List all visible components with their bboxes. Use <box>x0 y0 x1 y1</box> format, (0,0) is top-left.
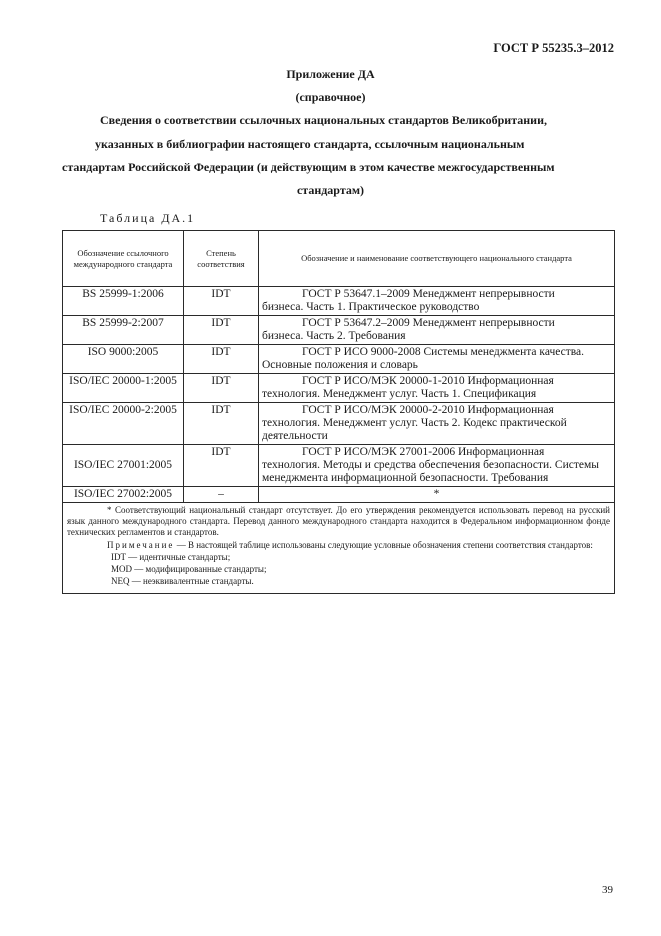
degree-cell: IDT <box>184 316 259 345</box>
table-row <box>63 403 615 445</box>
reference-cell: BS 25999-1:2006 <box>63 287 184 316</box>
table-row <box>63 316 615 345</box>
note-text: — В настоящей таблице использованы следующие условные обозначения степени соответствия стандартов: <box>174 540 593 550</box>
national-title-first: ГОСТ Р 53647.2–2009 Менеджмент непрерывности <box>302 317 555 329</box>
abbreviation-neq: NEQ — неэквивалентные стандарты. <box>111 576 254 586</box>
abbreviation-idt: IDT — идентичные стандарты; <box>111 552 231 562</box>
national-cell <box>259 316 615 345</box>
table-header-row <box>63 231 615 287</box>
reference-cell: BS 25999-2:2007 <box>63 316 184 345</box>
table-row <box>63 374 615 403</box>
national-title-first: * <box>433 488 440 500</box>
degree-cell: IDT <box>184 445 259 487</box>
page-number: 39 <box>602 884 613 896</box>
abbreviation-mod: MOD — модифицированные стандарты; <box>111 564 267 574</box>
national-title-rest: технология. Методы и средства обеспечения безопасности. Системы менеджмента информационной безопасности. Требования <box>262 459 599 484</box>
national-title-first: ГОСТ Р ИСО/МЭК 20000-1-2010 Информационная <box>302 375 554 387</box>
national-title-rest: бизнеса. Часть 1. Практическое руководство <box>262 301 480 313</box>
appendix-title: Приложение ДА <box>286 67 375 81</box>
note-paragraph <box>67 540 610 551</box>
reference-cell: ISO 9000:2005 <box>63 345 184 374</box>
table-row <box>63 487 615 503</box>
header-degree: Степень соответствия <box>184 231 259 287</box>
reference-cell: ISO/IEC 20000-2:2005 <box>63 403 184 445</box>
document-code: ГОСТ Р 55235.3–2012 <box>493 41 614 55</box>
national-title-first: ГОСТ Р ИСО/МЭК 27001-2006 Информационная <box>302 446 545 458</box>
national-cell <box>259 445 615 487</box>
appendix-heading-line-3: стандартам Российской Федерации (и действующим в этом качестве межгосударственным <box>62 160 555 174</box>
national-title-rest: технология. Менеджмент услуг. Часть 2. Кодекс практической деятельности <box>262 417 567 442</box>
table-caption: Таблица ДА.1 <box>100 211 196 225</box>
header-national-standard: Обозначение и наименование соответствующего национального стандарта <box>259 231 615 287</box>
national-cell <box>259 403 615 445</box>
national-title-rest: бизнеса. Часть 2. Требования <box>262 330 406 342</box>
appendix-heading-line-1: Сведения о соответствии ссылочных национальных стандартов Великобритании, <box>100 113 547 127</box>
table-row <box>63 345 615 374</box>
national-cell <box>259 287 615 316</box>
national-title-first: ГОСТ Р ИСО 9000-2008 Системы менеджмента качества. <box>302 346 585 358</box>
national-cell <box>259 374 615 403</box>
footnote-text: * Соответствующий национальный стандарт отсутствует. До его утверждения рекомендуется использовать перевод на русский язык данного международного стандарта. Перевод данного международного стандарта находится в Федеральном информационном фонде технических регламентов и стандартов. <box>67 505 610 537</box>
national-cell <box>259 487 615 503</box>
national-title-first: ГОСТ Р 53647.1–2009 Менеджмент непрерывности <box>302 288 555 300</box>
degree-cell: IDT <box>184 374 259 403</box>
reference-cell: ISO/IEC 27001:2005 <box>63 445 184 487</box>
degree-cell: IDT <box>184 345 259 374</box>
degree-cell: IDT <box>184 287 259 316</box>
reference-cell: ISO/IEC 20000-1:2005 <box>63 374 184 403</box>
degree-cell: – <box>184 487 259 503</box>
appendix-subtitle: (справочное) <box>295 90 366 104</box>
footnote-row <box>63 503 615 594</box>
national-cell <box>259 345 615 374</box>
national-title-rest: технология. Менеджмент услуг. Часть 1. Спецификация <box>262 388 537 400</box>
note-label: Примечание <box>107 540 175 550</box>
reference-cell: ISO/IEC 27002:2005 <box>63 487 184 503</box>
table-row <box>63 445 615 487</box>
appendix-heading-line-4: стандартам) <box>296 183 365 197</box>
national-title-first: ГОСТ Р ИСО/МЭК 20000-2-2010 Информационная <box>302 404 554 416</box>
national-title-rest: Основные положения и словарь <box>262 359 418 371</box>
appendix-heading-line-2: указанных в библиографии настоящего стандарта, ссылочным национальным <box>95 137 525 151</box>
header-reference-standard: Обозначение ссылочного международного стандарта <box>63 231 184 287</box>
footnote-cell <box>63 503 615 594</box>
correspondence-table <box>62 230 615 594</box>
degree-cell: IDT <box>184 403 259 445</box>
table-row <box>63 287 615 316</box>
